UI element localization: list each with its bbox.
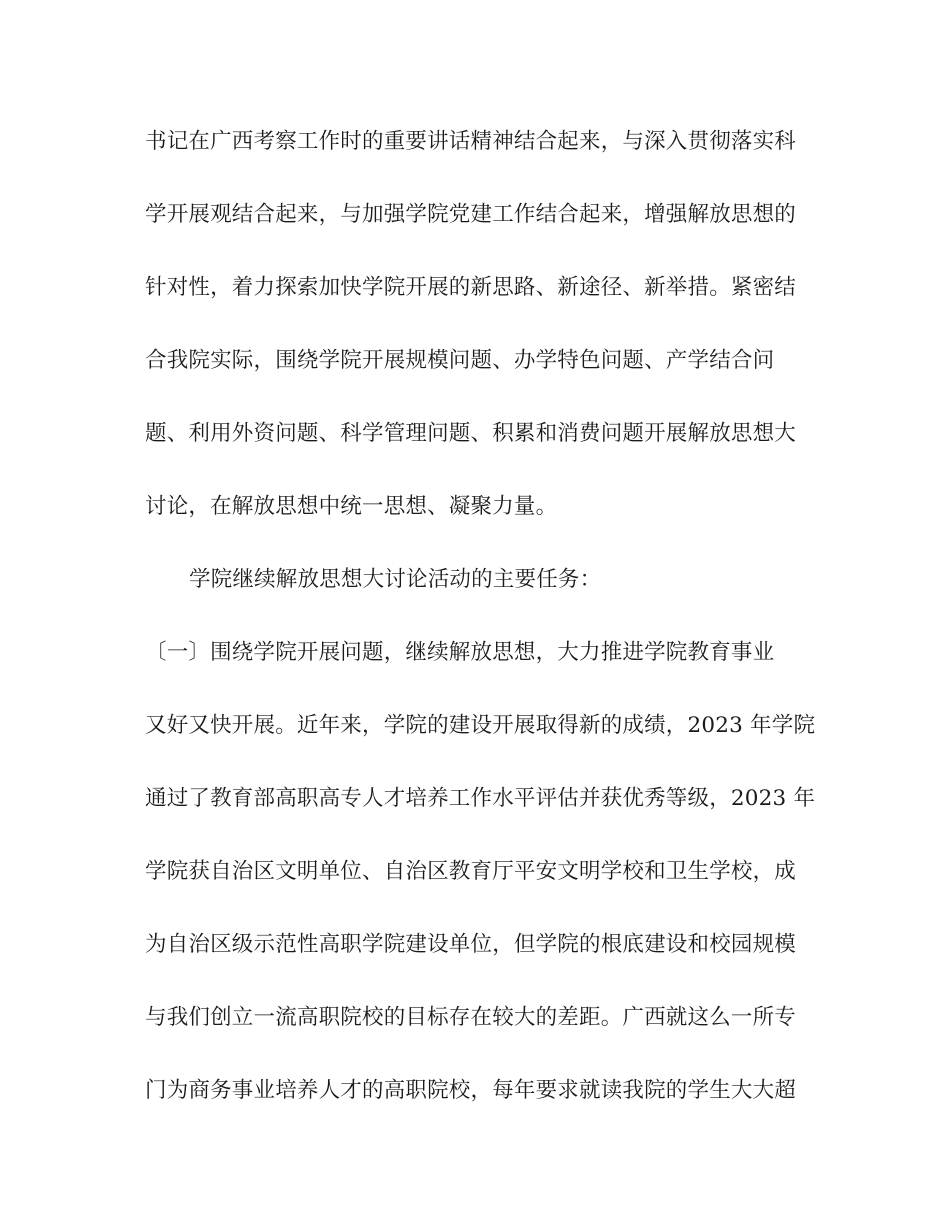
paragraph-line: 与我们创立一流高职院校的目标存在较大的差距。广西就这么一所专 [145, 1005, 797, 1030]
paragraph-line: 为自治区级示范性高职学院建设单位，但学院的根底建设和校园规模 [145, 932, 797, 957]
paragraph-line: 门为商务事业培养人才的高职院校，每年要求就读我院的学生大大超 [145, 1078, 797, 1103]
paragraph-line: 学院获自治区文明单位、自治区教育厅平安文明学校和卫生学校，成 [145, 859, 797, 884]
paragraph-line: 合我院实际，围绕学院开展规模问题、办学特色问题、产学结合问 [145, 348, 775, 373]
section-intro-line: 学院继续解放思想大讨论活动的主要任务： [189, 567, 602, 592]
section-heading-line: 〔一〕围绕学院开展问题，继续解放思想，大力推进学院教育事业 [145, 640, 775, 665]
paragraph-line: 针对性，着力探索加快学院开展的新思路、新途径、新举措。紧密结 [145, 275, 797, 300]
paragraph-line: 通过了教育部高职高专人才培养工作水平评估并获优秀等级，2023 年 [145, 786, 816, 811]
paragraph-line: 学开展观结合起来，与加强学院党建工作结合起来，增强解放思想的 [145, 202, 797, 227]
paragraph-line: 讨论，在解放思想中统一思想、凝聚力量。 [145, 494, 558, 519]
paragraph-line: 又好又快开展。近年来，学院的建设开展取得新的成绩，2023 年学院 [145, 713, 816, 738]
paragraph-line: 书记在广西考察工作时的重要讲话精神结合起来，与深入贯彻落实科 [145, 129, 797, 154]
paragraph-line: 题、利用外资问题、科学管理问题、积累和消费问题开展解放思想大 [145, 421, 797, 446]
